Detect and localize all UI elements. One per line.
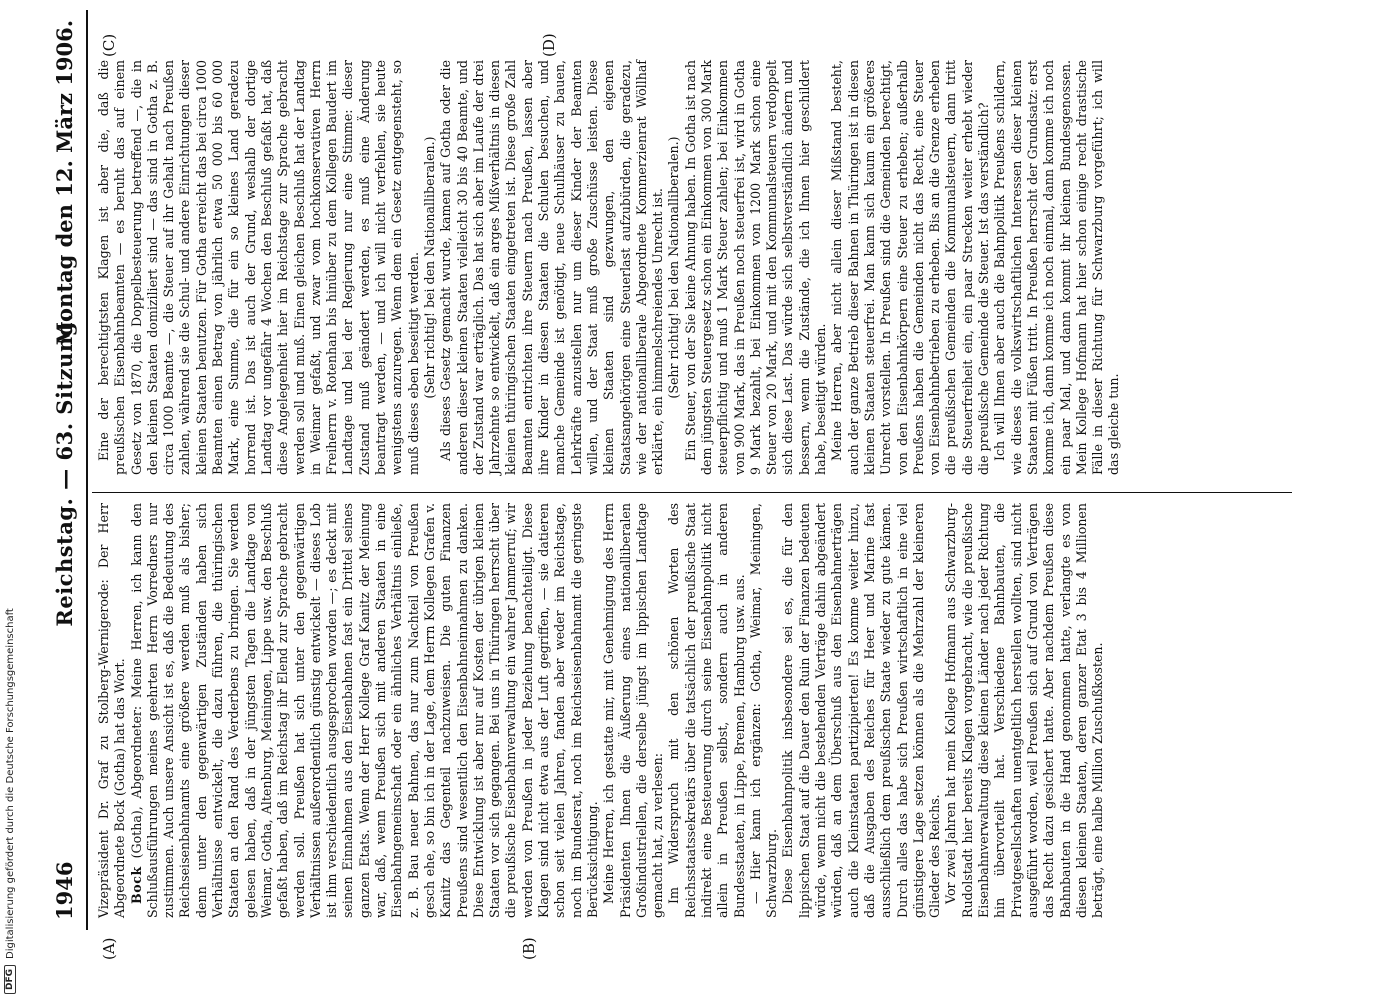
paragraph: Als dieses Gesetz gemacht wurde, kamen auf Gotha oder die anderen dieser kleinen Staaten vielleicht 30 bis 40 Beamte, und der Zustand war erträglich. Das hat sich aber im Laufe der drei Jahrzehnte so entwickelt, daß ein arges Mißverhältnis in diesen kleinen thüringischen Staaten eingetreten ist. Diese große Zahl Beamten entrichten ihre Steuern nach Preußen, lassen aber ihre Kinder in diesen Staaten die Schulen besuchen, und manche Gemeinde ist genötigt, neue Schulhäuser zu bauen, Lehrkräfte anzustellen nur um dieser Kinder der Beamten willen, und der Staat muß große Zuschüsse leisten. Diese kleinen Staaten sind gezwungen, den eigenen Staatsangehörigen eine Steuerlast aufzubürden, die geradezu, wie der nationalliberale Abgeordnete Kommerzienrat Wöllhaf erklärte, ein himmelschreiendes Unrecht ist.: [438, 60, 666, 475]
paragraph: Ich will Ihnen aber auch die Bahnpolitik Preußens schildern, wie dieses die volkswirtschaftlichen Interessen dieser kleinen Staaten mit Füßen tritt. In Preußen herrscht der Grundsatz: erst komme ich, dann komme ich noch einmal, dann komme ich noch ein paar Mal, und dann kommt ihr kleinen Bundesgenossen. Mein Kollege Hofmann hat hier schon einige recht drastische Fälle in dieser Richtung für Schwarzburg vorgeführt; ich will das gleiche tun.: [992, 60, 1122, 475]
page-title: Reichstag. — 63. Sitzung.: [52, 313, 77, 627]
column-divider: [92, 492, 1292, 493]
page-header: [52, 20, 82, 920]
page-number: 1946: [52, 861, 77, 920]
margin-marker-b: (B): [520, 937, 538, 960]
header-rule: [86, 10, 88, 930]
margin-marker-d: (D): [540, 33, 558, 57]
paragraph: Vor zwei Jahren hat mein Kollege Hofmann aus Schwarzburg-Rudolstadt hier bereits Klagen vorgebracht, wie die preußische Eisenbahnverwaltung diese kleinen Länder nach jeder Richtung hin übervorteilt hat. Verschiedene Bahnbauten, die Privatgesellschaften unentgeltlich herstellen wollten, sind nicht ausgeführt worden, weil Preußen sich auf Grund von Verträgen das Recht dazu gesichert hatte. Aber nachdem Preußen diese Bahnbauten in die Hand genommen hatte, verlangte es von diesen kleinen Staaten, deren ganzer Etat 3 bis 4 Millionen beträgt, eine halbe Million Zuschußkosten.: [943, 503, 1106, 918]
paragraph: Ein Steuer, von der Sie keine Ahnung haben. In Gotha ist nach dem jüngsten Steuergesetz schon ein Einkommen von 300 Mark steuerpflichtig und muß 1 Mark Steuer zahlen; bei Einkommen von 900 Mark, das in Preußen noch steuerfrei ist, wird in Gotha 9 Mark bezahlt, bei Einkommen von 1200 Mark schon eine Steuer von 20 Mark, und mit den Kommunalsteuern verdoppelt sich diese Last. Das würde sich selbstverständlich ändern und bessern, wenn die Zustände, die ich Ihnen hier geschildert habe, beseitigt würden.: [682, 60, 829, 475]
paragraph: Meine Herren, ich gestatte mir, mit Genehmigung des Herrn Präsidenten Ihnen die Äußerung eines nationalliberalen Großindustriellen, die derselbe jüngst im lippischen Landtage gemacht hat, zu verlesen:: [601, 503, 666, 918]
paragraph: Vizepräsident Dr. Graf zu Stolberg-Wernigerode: Der Herr Abgeordnete Bock (Gotha) hat das Wort.: [96, 503, 128, 918]
right-column: [96, 60, 1123, 475]
session-date: Montag den 12. März 1906.: [52, 20, 77, 346]
margin-marker-c: (C): [100, 33, 118, 57]
paragraph: [129, 503, 602, 918]
paragraph-text: (Gotha), Abgeordneter: Meine Herren, ich kann den Schlußausführungen meines geehrten Herrn Vorredners nur zustimmen. Auch unsere Ansicht ist es, daß die Bedeutung des Reichseisenbahnamts eine größere werden muß als bisher; denn unter den gegenwärtigen Zuständen haben sich Verhältnisse entwickelt, die dazu führen, die thüringischen Staaten an den Rand des Verderbens zu bringen. Sie werden gelesen haben, daß in der jüngsten Tagen die Landtage von Weimar, Gotha, Altenburg, Meiningen, Lippe usw. den Beschluß gefaßt haben, daß im Reichstag ihr Elend zur Sprache gebracht werden soll. Preußen hat sich unter den gegenwärtigen Verhältnissen außerordentlich günstig entwickelt — dieses Lob ist ihm verschiedentlich ausgesprochen worden —; es deckt mit seinen Einnahmen aus den Eisenbahnen fast ein Drittel seines ganzen Etats. Wenn der Herr Kollege Graf Kanitz der Meinung war, daß, wenn Preußen sich mit anderen Staaten in eine Eisenbahngemeinschaft oder ein ähnliches Verhältnis einließe, z. B. Bau neuer Bahnen, das nur zum Nachteil von Preußen gesch ehe, so bin ich in der Lage, dem Herrn Kollegen Grafen v. Kanitz das Gegenteil nachzuweisen. Die guten Finanzen Preußens sind wesentlich den Eisenbahneinnahmen zu danken. Diese Entwicklung ist aber nur auf Kosten der übrigen kleinen Staaten vor sich gegangen. Bei uns in Thüringen herrscht über die preußische Eisenbahnverwaltung ein wahrer Jammerruf; wir werden von Preußen in jeder Beziehung benachteiligt. Diese Klagen sind nicht etwa aus der Luft gegriffen, — sie datieren schon seit vielen Jahren, fanden aber weder im Reichstage, noch im Bundesrat, noch im Reichseisenbahnamt die geringste Berücksichtigung.: [128, 503, 600, 918]
interjection: (Sehr richtig! bei den Nationalliberalen.): [421, 136, 437, 399]
digitization-credit-bar: [0, 0, 20, 1000]
dfg-logo: DFG: [4, 965, 16, 994]
paragraph: Meine Herren, aber nicht allein dieser Mißstand besteht, auch der ganze Betrieb dieser Bahnen in Thüringen ist in diesen kleinen Staaten steuerfrei. Man kann sich kaum ein größeres Unrecht vorstellen. In Preußen sind die Gemeinden berechtigt, von den Eisenbahnkörpern eine Steuer zu erheben; außerhalb Preußens haben die Gemeinden nicht das Recht, eine Steuer von Eisenbahnbetrieben zu erheben. Bis an die Grenze erheben die preußischen Gemeinden die Kommunalsteuern, dann tritt die Steuerfreiheit ein, ein paar Strecken weiter erhebt wieder die preußische Gemeinde die Steuer. Ist das verständlich?: [829, 60, 992, 475]
quotation: Diese Eisenbahnpolitik insbesondere sei es, die für den lippischen Staat auf die Dauer den Ruin der Finanzen bedeuten würde, wenn nicht die bestehenden Verträge dahin abgeändert würden, daß an dem Überschuß aus den Eisenbahnerträgen auch die Kleinstaaten partizipierten! Es komme weiter hinzu, daß die Ausgaben des Reiches für Heer und Marine fast ausschließlich dem preußischen Staate wieder zu gute kämen. Durch alles das habe sich Preußen wirtschaftlich in eine viel günstigere Lage setzen können als die Mehrzahl der kleineren Glieder des Reichs.: [780, 503, 943, 918]
quotation: Im Widerspruch mit den schönen Worten des Reichsstaatssekretärs über die tatsächlich der preußische Staat indirekt eine Besteuerung durch seine Eisenbahnpolitik nicht allein in Preußen selbst, sondern auch in anderen Bundesstaaten, in Lippe, Bremen, Hamburg usw. aus.: [666, 503, 747, 918]
margin-marker-a: (A): [100, 937, 118, 960]
interjection: (Sehr richtig! bei den Nationalliberalen.): [666, 136, 682, 399]
paragraph: Eine der berechtigtsten Klagen ist aber die, daß die preußischen Eisenbahnbeamten — es beruht das auf einem Gesetz von 1870, die Doppelbesteuerung betreffend —, die in den kleinen Staaten domiziliert sind — das sind in Gotha z. B. circa 1000 Beamte —, die Steuer auf ihr Gehalt nach Preußen zahlen, während sie die Schul- und andere Einrichtungen dieser kleinen Staaten benutzen. Für Gotha erreicht das bei circa 1000 Beamten einen Betrag von jährlich etwa 50 000 bis 60 000 Mark, eine Summe, die für ein so kleines Land geradezu horrend ist. Das ist auch der Grund, weshalb der dortige Landtag vor ungefähr 4 Wochen den Beschluß gefaßt hat, daß diese Angelegenheit hier im Reichstage zur Sprache gebracht werden soll und muß. Einen gleichen Beschluß hat der Landtag in Weimar gefaßt, und zwar vom hochkonservativen Herrn Freiherrn v. Rotenhan bis hinüber zu dem Kollegen Baudert im Landtage und bei der Regierung nur eine Stimme: dieser Zustand muß geändert werden, es muß eine Änderung beantragt werden, — und ich will nicht verfehlen, sie heute wenigstens anzuregen. Wenn dem ein Gesetz entgegensteht, so muß dieses eben beseitigt werden.: [96, 60, 421, 475]
digitization-credit-text: Digitalisierung gefördert durch die Deutsche Forschungsgemeinschaft: [4, 608, 16, 959]
left-column: [96, 503, 1106, 918]
speaker-name: Bock: [128, 866, 144, 904]
paragraph: — Hier kann ich ergänzen: Gotha, Weimar, Meiningen, Schwarzburg.: [747, 503, 780, 918]
